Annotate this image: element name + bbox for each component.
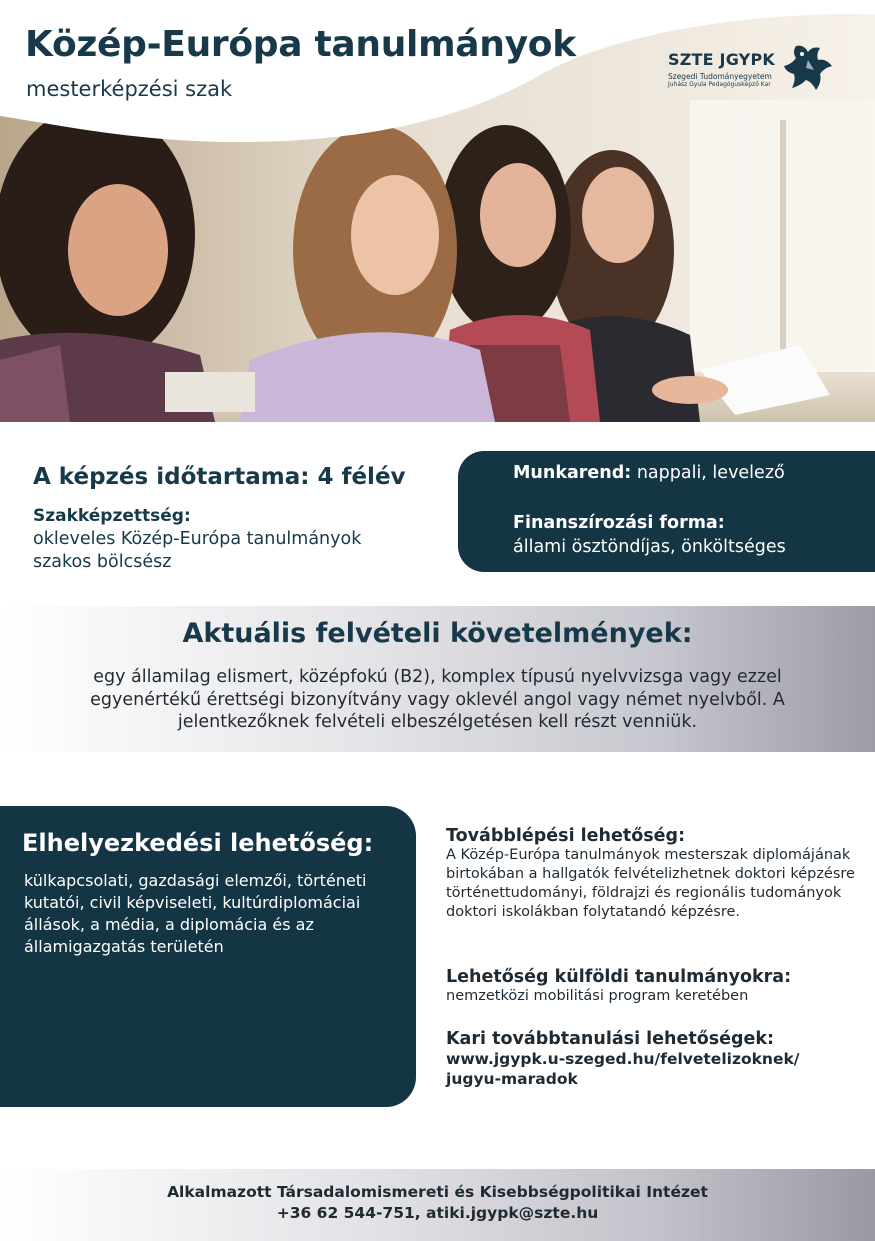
faculty-url-link[interactable] <box>446 1049 856 1089</box>
further-study-title: Továbblépési lehetőség: <box>446 826 686 846</box>
faculty-url-line1[interactable]: www.jgypk.u-szeged.hu/felvetelizoknek/ <box>446 1050 800 1068</box>
further-study-block <box>446 826 856 922</box>
study-abroad-text: nemzetközi mobilitási program keretében <box>446 988 749 1004</box>
szte-jgypk-logo <box>668 40 838 96</box>
faculty-links-block <box>446 1029 856 1089</box>
logo-name: SZTE JGYPK <box>668 50 775 69</box>
hero-section <box>0 0 875 422</box>
employment-title: Elhelyezkedési lehetőség: <box>22 829 374 857</box>
page-title: Közép-Európa tanulmányok <box>25 24 576 65</box>
study-abroad-title: Lehetőség külföldi tanulmányokra: <box>446 967 792 987</box>
study-abroad-block <box>446 967 856 1006</box>
funding-label: Finanszírozási forma: <box>513 513 725 533</box>
funding-value: állami ösztöndíjas, önköltséges <box>513 537 786 557</box>
schedule-label: Munkarend: <box>513 463 632 483</box>
faculty-links-title: Kari továbbtanulási lehetőségek: <box>446 1029 775 1049</box>
logo-university: Szegedi Tudományegyetem <box>668 72 772 81</box>
program-duration: A képzés időtartama: 4 félév <box>33 464 406 490</box>
footer-contact[interactable]: +36 62 544-751, atiki.jgypk@szte.hu <box>276 1204 599 1222</box>
footer-institute: Alkalmazott Társadalomismereti és Kisebbségpolitikai Intézet <box>167 1183 708 1201</box>
requirements-title: Aktuális felvételi követelmények: <box>182 618 693 649</box>
schedule-value: nappali, levelező <box>631 463 785 483</box>
employment-text: külkapcsolati, gazdasági elemzői, történeti kutatói, civil képviseleti, kultúrdiplomáciai állások, a média, a diplomácia és az államigazgatás területén <box>24 871 367 956</box>
logo-faculty: Juhász Gyula Pedagógusképző Kar <box>668 81 771 88</box>
employment-box <box>0 806 416 1107</box>
qualification-label: Szakképzettség: <box>33 506 191 526</box>
turul-bird-icon <box>782 40 834 92</box>
further-study-text: A Közép-Európa tanulmányok mesterszak diplomájának birtokában a hallgatók felvételizhetnek doktori képzésre történettudományi, földrajzi és regionális tudományok doktori iskolákban folytatandó képzésre. <box>446 847 855 920</box>
schedule-funding-box <box>458 451 875 572</box>
admission-requirements-section <box>0 606 875 752</box>
footer <box>0 1169 875 1241</box>
page-subtitle: mesterképzési szak <box>26 77 233 101</box>
schedule-line <box>513 463 785 483</box>
requirements-text: egy államilag elismert, középfokú (B2), komplex típusú nyelvvizsga vagy ezzel egyenértékű érettségi bizonyítvány vagy oklevél angol vagy német nyelvből. A jelentkezőknek felvételi elbeszélgetésen kell részt venniük. <box>90 667 785 732</box>
faculty-url-line2[interactable]: jugyu-maradok <box>446 1070 578 1088</box>
qualification-value: okleveles Közép-Európa tanulmányok szakos bölcsész <box>33 529 362 572</box>
